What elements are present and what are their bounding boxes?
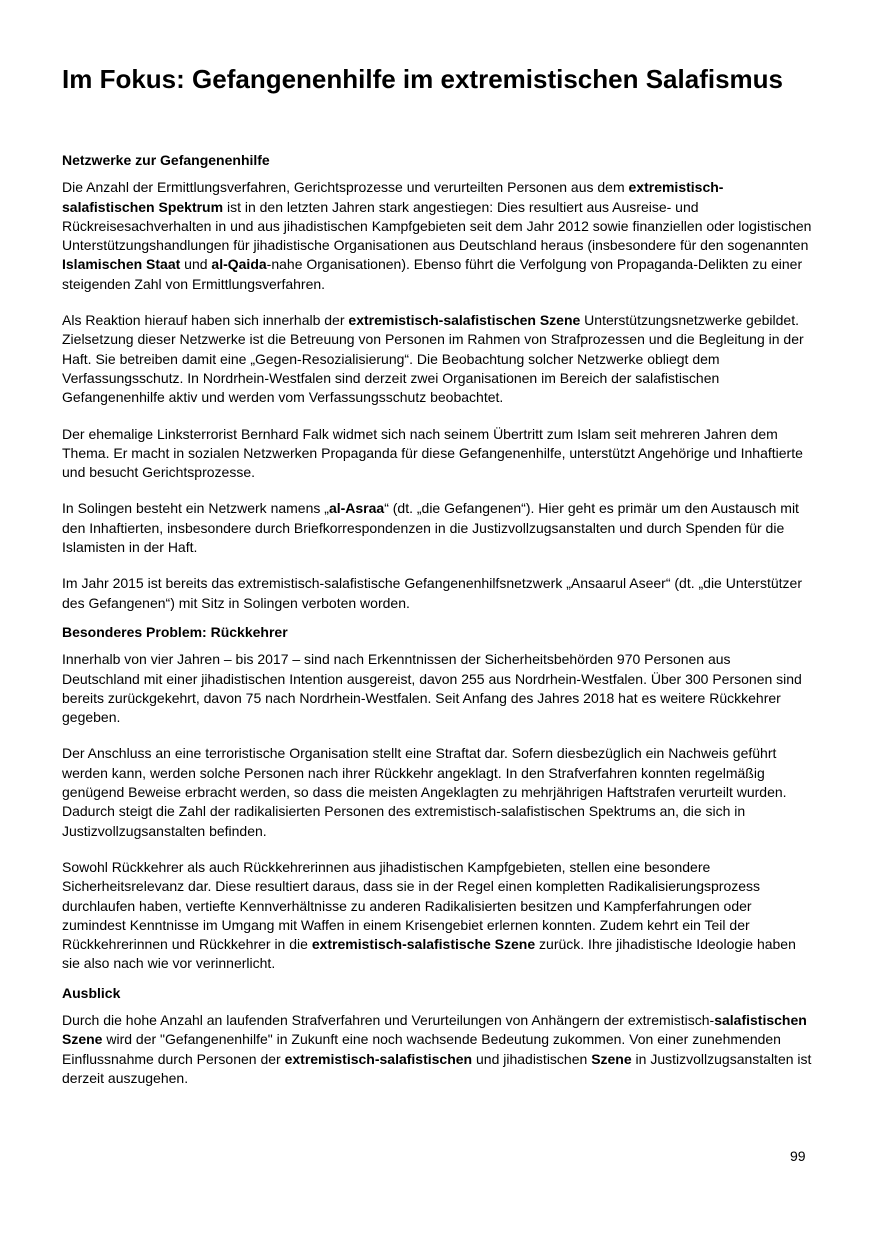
text-run: und (180, 256, 212, 273)
bold-term: al-Asraa (328, 500, 385, 517)
text-run: ist in den letzten Jahren stark angestiegen: Dies resultiert aus Ausreise- und Rückreisesachverhalten in und aus jihadistischen Kampfgebieten seit dem Jahr 2012 sowie finanziellen oder logistischen Unterstützungshandlungen für jihadistische Organisationen aus Deutschland heraus (insbesondere für den sogenannten (62, 198, 812, 254)
bold-term: extremistisch-salafistische Szene (311, 936, 536, 953)
paragraph (62, 1011, 812, 1088)
page-number: 99 (790, 1148, 806, 1164)
text-run: Sowohl Rückkehrer als auch Rückkehrerinnen aus jihadistischen Kampfgebieten, stellen eine besondere Sicherheitsrelevanz dar. Diese resultiert daraus, dass sie in der Regel einen kompletten Radikalisierungsprozess durchlaufen haben, vertiefte Kennverhältnisse zu anderen Radikalisierten besitzen und Kampferfahrungen oder zumindest Kenntnisse im Umgang mit Waffen in einem Krisengebiet erlernen konnten. Zudem kehrt ein Teil der Rückkehrerinnen und Rückkehrer in die (62, 858, 761, 953)
paragraph (62, 650, 812, 727)
section-heading-rueckkehrer: Besonderes Problem: Rückkehrer (62, 623, 288, 640)
section-heading-ausblick: Ausblick (62, 984, 121, 1001)
text-run: Der ehemalige Linksterrorist Bernhard Falk widmet sich nach seinem Übertritt zum Islam seit mehreren Jahren dem Thema. Er macht in sozialen Netzwerken Propaganda für diese Gefangenenhilfe, unterstützt Angehörige und Inhaftierte und besucht Gerichtsprozesse. (62, 425, 803, 481)
page-title: Im Fokus: Gefangenenhilfe im extremistischen Salafismus (62, 64, 783, 94)
text-run: in Justizvollzugsanstalten ist derzeit auszugehen. (62, 1050, 812, 1086)
text-run: Die Anzahl der Ermittlungsverfahren, Gerichtsprozesse und verurteilten Personen aus dem (62, 179, 629, 196)
section-heading-netzwerke: Netzwerke zur Gefangenenhilfe (62, 152, 270, 168)
bold-term: Szene (591, 1050, 632, 1067)
bold-term: extremistisch-salafistischen (284, 1050, 473, 1067)
text-run: -nahe Organisationen). Ebenso führt die Verfolgung von Propaganda-Delikten zu einer steigenden Zahl von Ermittlungsverfahren. (62, 256, 803, 292)
paragraph (62, 311, 812, 407)
bold-term: salafistischen Szene (62, 1011, 807, 1048)
paragraph (62, 178, 812, 294)
paragraph (62, 858, 812, 974)
paragraph (62, 499, 812, 557)
text-run: Der Anschluss an eine terroristische Organisation stellt eine Straftat dar. Sofern diesbezüglich ein Nachweis geführt werden kann, werden solche Personen nach ihrer Rückkehr angeklagt. In den Strafverfahren konnten regelmäßig genügend Beweise erbracht werden, so dass die meisten Angeklagten zu mehrjährigen Haftstrafen verurteilt wurden. Dadurch steigt die Zahl der radikalisierten Personen des extremistisch-salafistischen Spektrums an, die sich in Justizvollzugsanstalten befinden. (62, 745, 787, 839)
text-run: wird der "Gefangenenhilfe" in Zukunft eine noch wachsende Bedeutung zukommen. Von einer zunehmenden Einflussnahme durch Personen der (62, 1031, 781, 1067)
text-run: In Solingen besteht ein Netzwerk namens „ (62, 500, 329, 517)
paragraph (62, 744, 812, 840)
bold-term: extremistisch-salafistischen Spektrum (62, 179, 724, 215)
text-run: Innerhalb von vier Jahren – bis 2017 – sind nach Erkenntnissen der Sicherheitsbehörden 970 Personen aus Deutschland mit einer jihadistischen Intention ausgereist, davon 255 aus Nordrhein-Westfalen. Über 300 Personen sind bereits zurückgekehrt, davon 75 nach Nordrhein-Westfalen. Seit Anfang des Jahres 2018 hat es weitere Rückkehrer gegeben. (62, 651, 802, 726)
paragraph (62, 574, 812, 613)
text-run: Als Reaktion hierauf haben sich innerhalb der (62, 312, 349, 329)
text-run: Unterstützungsnetzwerke gebildet. Zielsetzung dieser Netzwerke ist die Betreuung von Personen im Rahmen von Strafprozessen und die Begleitung in der Haft. Sie betreiben damit eine „Gegen-Resozialisierung“. Die Beobachtung solcher Netzwerke obliegt dem Verfassungsschutz. In Nordrhein-Westfalen sind derzeit zwei Organisationen im Bereich der salafistischen Gefangenenhilfe aktiv und werden vom Verfassungsschutz beobachtet. (62, 312, 804, 406)
paragraph (62, 425, 812, 483)
text-run: Im Jahr 2015 ist bereits das extremistisch-salafistische Gefangenenhilfsnetzwerk „Ansaarul Aseer“ (dt. „die Unterstützer des Gefangenen“) mit Sitz in Solingen verboten worden. (62, 575, 802, 611)
bold-term: Islamischen Staat (62, 256, 181, 273)
document-body (62, 151, 812, 1105)
bold-term: al-Qaida (211, 256, 267, 273)
bold-term: extremistisch-salafistischen Szene (348, 312, 581, 329)
text-run: Durch die hohe Anzahl an laufenden Strafverfahren und Verurteilungen von Anhängern der extremistisch- (62, 1011, 715, 1028)
text-run: zurück. Ihre jihadistische Ideologie haben sie also nach wie vor verinnerlicht. (62, 936, 796, 972)
text-run: und jihadistischen (472, 1050, 592, 1067)
text-run: “ (dt. „die Gefangenen“). Hier geht es primär um den Austausch mit den Inhaftierten, insbesondere durch Briefkorrespondenzen in die Justizvollzugsanstalten und durch Spenden für die Islamisten in der Haft. (62, 500, 799, 556)
